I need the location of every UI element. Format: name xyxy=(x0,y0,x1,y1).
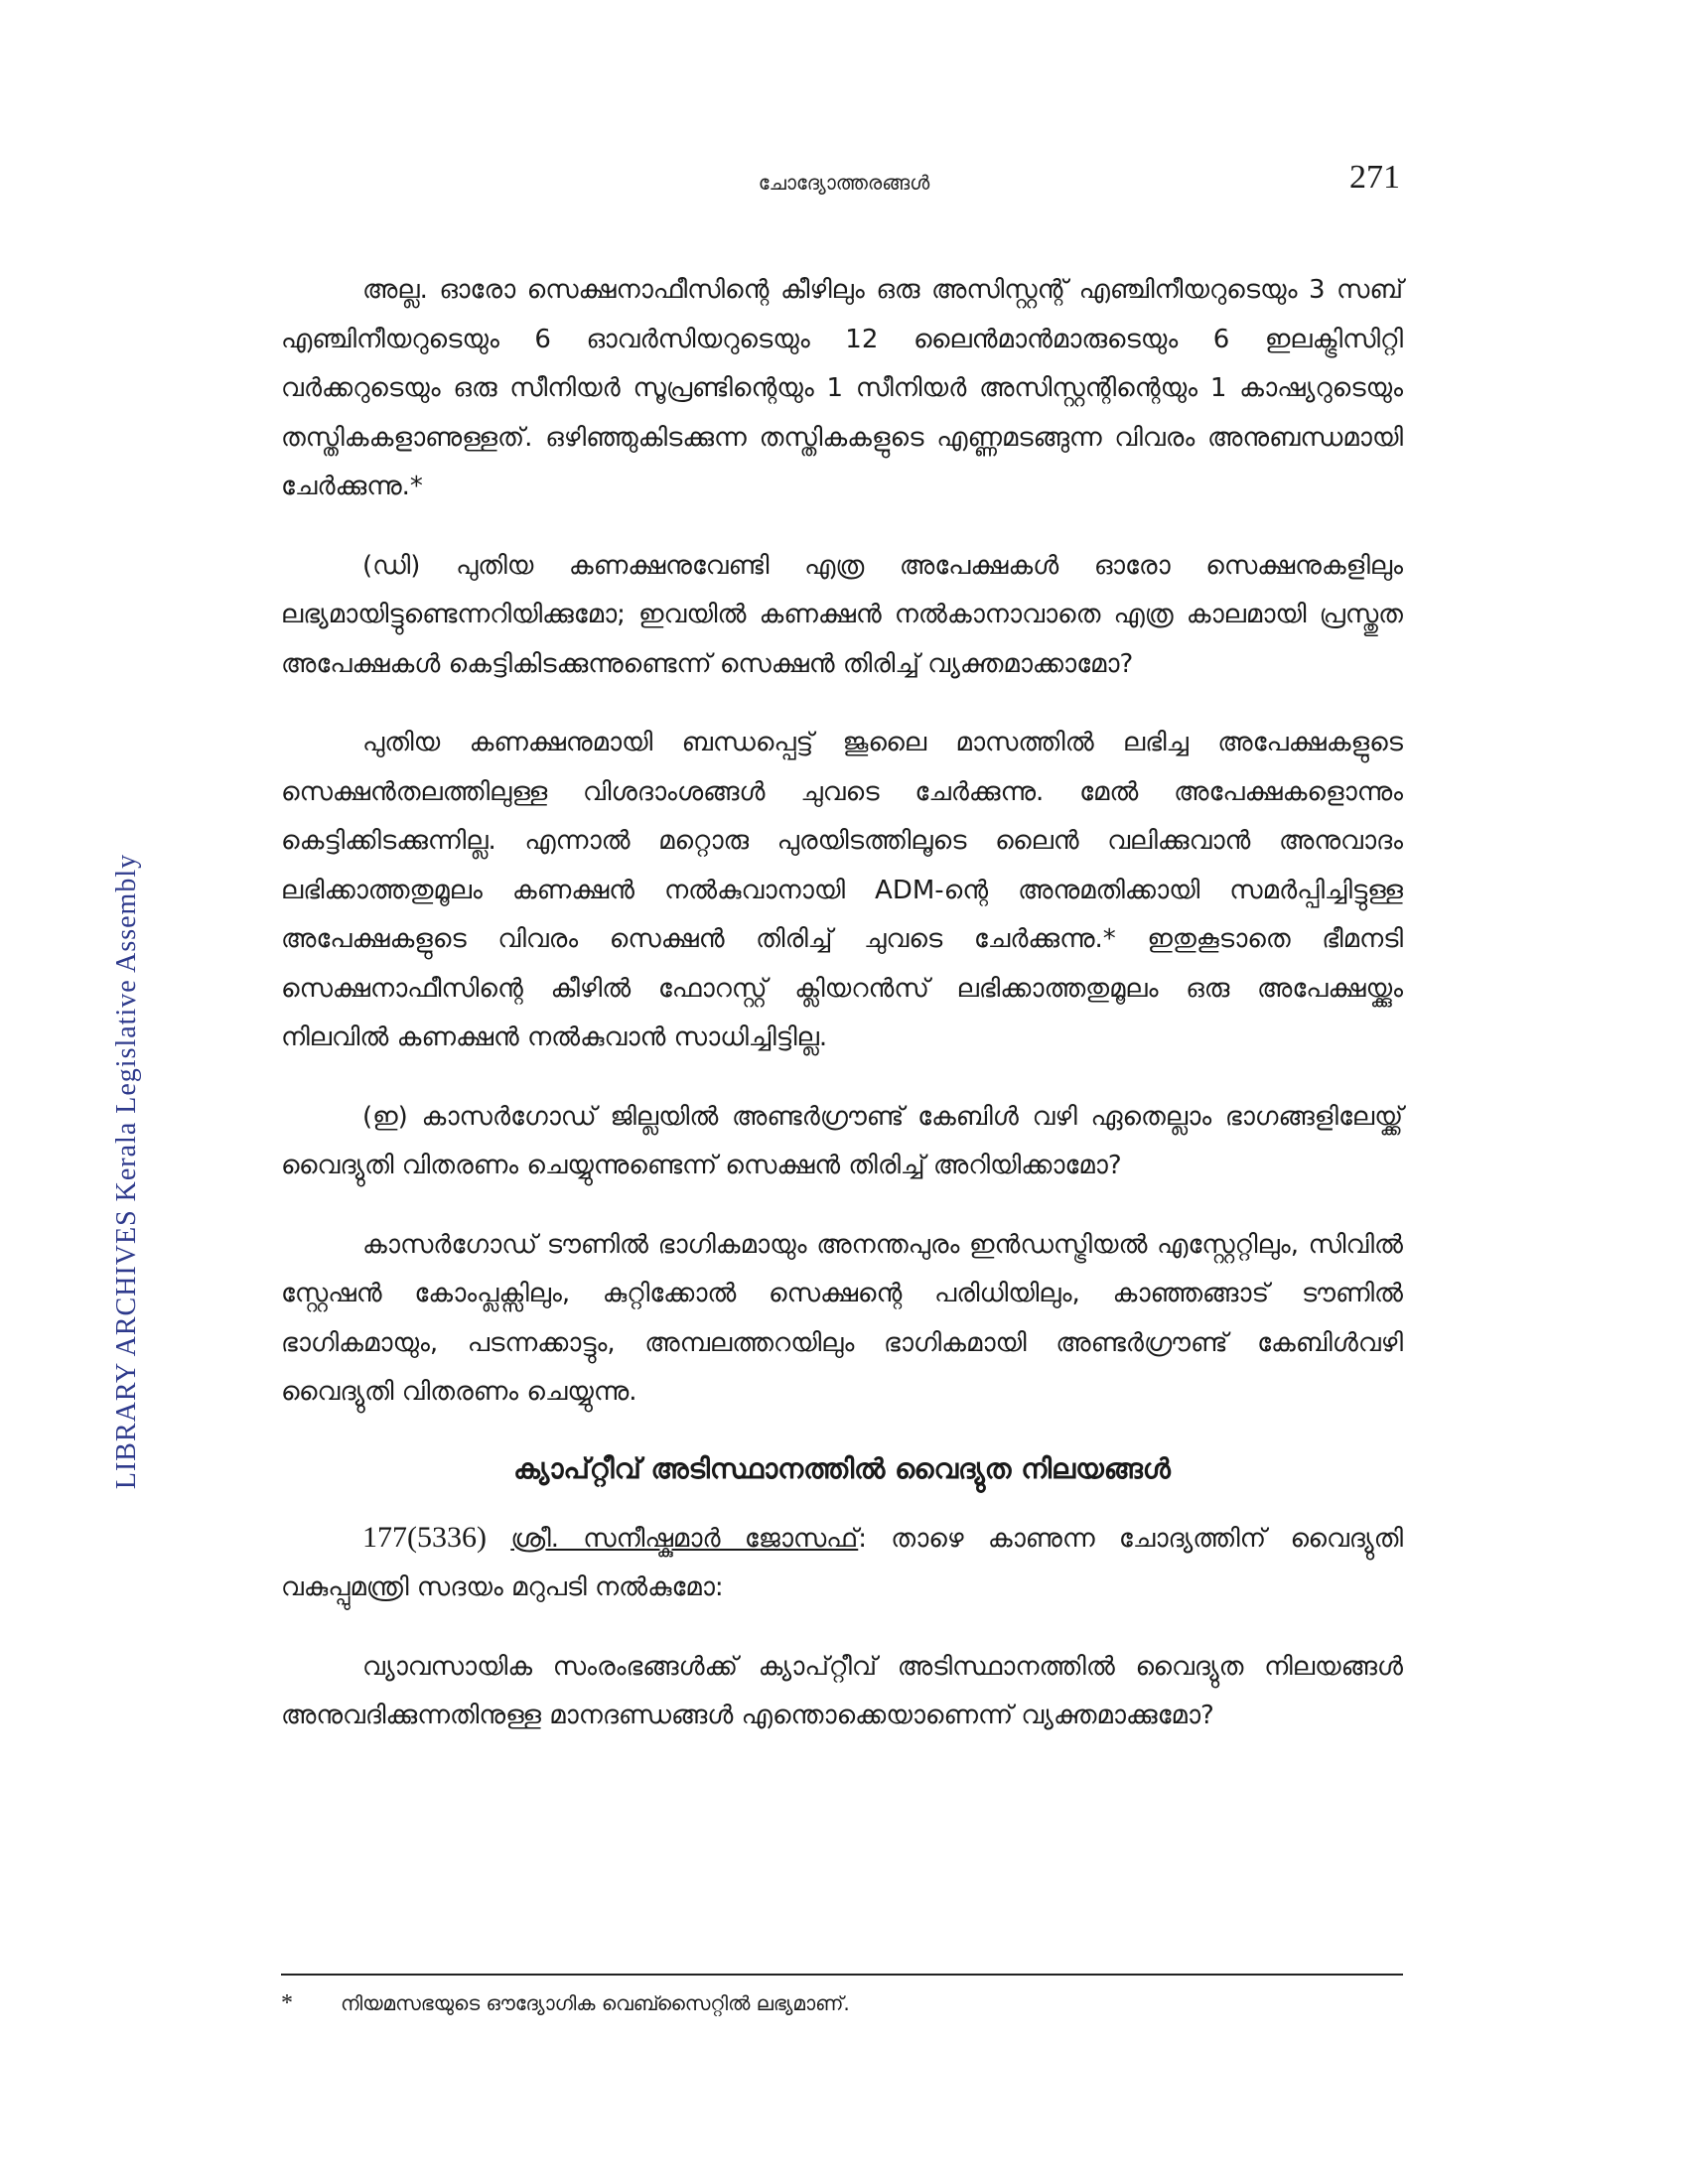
question-intro xyxy=(281,1513,1403,1613)
page-number: 271 xyxy=(1349,159,1400,196)
archive-watermark: LIBRARY ARCHIVES Kerala Legislative Assembly xyxy=(111,853,142,1490)
question-intro-text: : താഴെ കാണുന്ന ചോദ്യത്തിന് വൈദ്യുതി വകുപ്പുമന്ത്രി സദയം മറുപടി നൽകുമോ: xyxy=(281,1523,1403,1602)
question-body: വ്യാവസായിക സംരംഭങ്ങൾക്ക് ക്യാപ്റ്റീവ് അടിസ്ഥാനത്തിൽ വൈദ്യുത നിലയങ്ങൾ അനുവദിക്കുന്നതിനുള്ള മാനദണ്ഡങ്ങൾ എന്തൊക്കെയാണെന്ന് വ്യക്തമാക്കുമോ? xyxy=(281,1651,1403,1730)
answer-paragraph-cable: കാസർഗോഡ് ടൗണിൽ ഭാഗികമായും അനന്തപുരം ഇൻഡസ്ട്രിയൽ എസ്റ്റേറ്റിലും, സിവിൽ സ്റ്റേഷൻ കോംപ്ലക്സിലും, കുറ്റിക്കോൽ സെക്ഷന്റെ പരിധിയിലും, കാഞ്ഞങ്ങാട് ടൗണിൽ ഭാഗികമായും, പടന്നക്കാട്ടും, അമ്പലത്തറയിലും ഭാഗികമായി അണ്ടർഗ്രൗണ്ട് കേബിൾവഴി വൈദ്യുതി വിതരണം ചെയ്യുന്നു. xyxy=(281,1229,1403,1407)
running-head: ചോദ്യോത്തരങ്ങൾ xyxy=(758,171,930,195)
question-number: 177(5336) xyxy=(362,1520,487,1554)
footnote-mark: * xyxy=(281,1990,293,2016)
question-paragraph-e: (ഇ) കാസർഗോഡ് ജില്ലയിൽ അണ്ടർഗ്രൗണ്ട് കേബിൾ വഴി ഏതെല്ലാം ഭാഗങ്ങളിലേയ്ക്ക് വൈദ്യുതി വിതരണം ചെയ്യുന്നുണ്ടെന്ന് സെക്ഷൻ തിരിച്ച് അറിയിക്കാമോ? xyxy=(281,1101,1403,1180)
footnote xyxy=(281,1990,1403,2017)
answer-paragraph-connections: പുതിയ കണക്ഷനുമായി ബന്ധപ്പെട്ട് ജൂലൈ മാസത്തിൽ ലഭിച്ച അപേക്ഷകളുടെ സെക്ഷൻതലത്തിലുള്ള വിശദാംശങ്ങൾ ചുവടെ ചേർക്കുന്നു. മേൽ അപേക്ഷകളൊന്നും കെട്ടിക്കിടക്കുന്നില്ല. എന്നാൽ മറ്റൊരു പുരയിടത്തിലൂടെ ലൈൻ വലിക്കുവാൻ അനുവാദം ലഭിക്കാത്തതുമൂലം കണക്ഷൻ നൽകുവാനായി ADM-ന്റെ അനുമതിക്കായി സമർപ്പിച്ചിട്ടുള്ള അപേക്ഷകളുടെ വിവരം സെക്ഷൻ തിരിച്ച് ചുവടെ ചേർക്കുന്നു.* ഇതുകൂടാതെ ഭീമനടി സെക്ഷനാഫീസിന്റെ കീഴിൽ ഫോറസ്റ്റ് ക്ലിയറൻസ് ലഭിക്കാത്തതുമൂലം ഒരു അപേക്ഷയ്ക്കും നിലവിൽ കണക്ഷൻ നൽകുവാൻ സാധിച്ചിട്ടില്ല. xyxy=(281,728,1403,1052)
footnote-text: നിയമസഭയുടെ ഔദ്യോഗിക വെബ്സൈറ്റിൽ ലഭ്യമാണ്. xyxy=(341,1991,850,2015)
answer-paragraph-staff: അല്ല. ഓരോ സെക്ഷനാഫീസിന്റെ കീഴിലും ഒരു അസിസ്റ്റന്റ് എഞ്ചിനീയറുടെയും 3 സബ് എഞ്ചിനീയറുടെയും 6 ഓവർസിയറുടെയും 12 ലൈൻമാൻമാരുടെയും 6 ഇലക്ട്രിസിറ്റി വർക്കറുടെയും ഒരു സീനിയർ സൂപ്രണ്ടിന്റെയും 1 സീനിയർ അസിസ്റ്റന്റിന്റെയും 1 കാഷ്യറുടെയും തസ്തികകളാണുള്ളത്. ഒഴിഞ്ഞുകിടക്കുന്ന തസ്തികകളുടെ എണ്ണമടങ്ങുന്ന വിവരം അനുബന്ധമായി ചേർക്കുന്നു.* xyxy=(281,275,1403,501)
page-body xyxy=(281,266,1403,1771)
question-paragraph-d: (ഡി) പുതിയ കണക്ഷനുവേണ്ടി എത്ര അപേക്ഷകൾ ഓരോ സെക്ഷനുകളിലും ലഭ്യമായിട്ടുണ്ടെന്നറിയിക്കുമോ; ഇവയിൽ കണക്ഷൻ നൽകാനാവാതെ എത്ര കാലമായി പ്രസ്തുത അപേക്ഷകൾ കെട്ടികിടക്കുന്നുണ്ടെന്ന് സെക്ഷൻ തിരിച്ച് വ്യക്തമാക്കാമോ? xyxy=(281,550,1403,679)
footnote-divider xyxy=(281,1974,1403,1976)
section-heading: ക്യാപ്റ്റീവ് അടിസ്ഥാനത്തിൽ വൈദ്യുത നിലയങ്ങൾ xyxy=(513,1451,1171,1485)
member-name: ശ്രീ. സനീഷ്കുമാർ ജോസഫ് xyxy=(510,1523,859,1554)
